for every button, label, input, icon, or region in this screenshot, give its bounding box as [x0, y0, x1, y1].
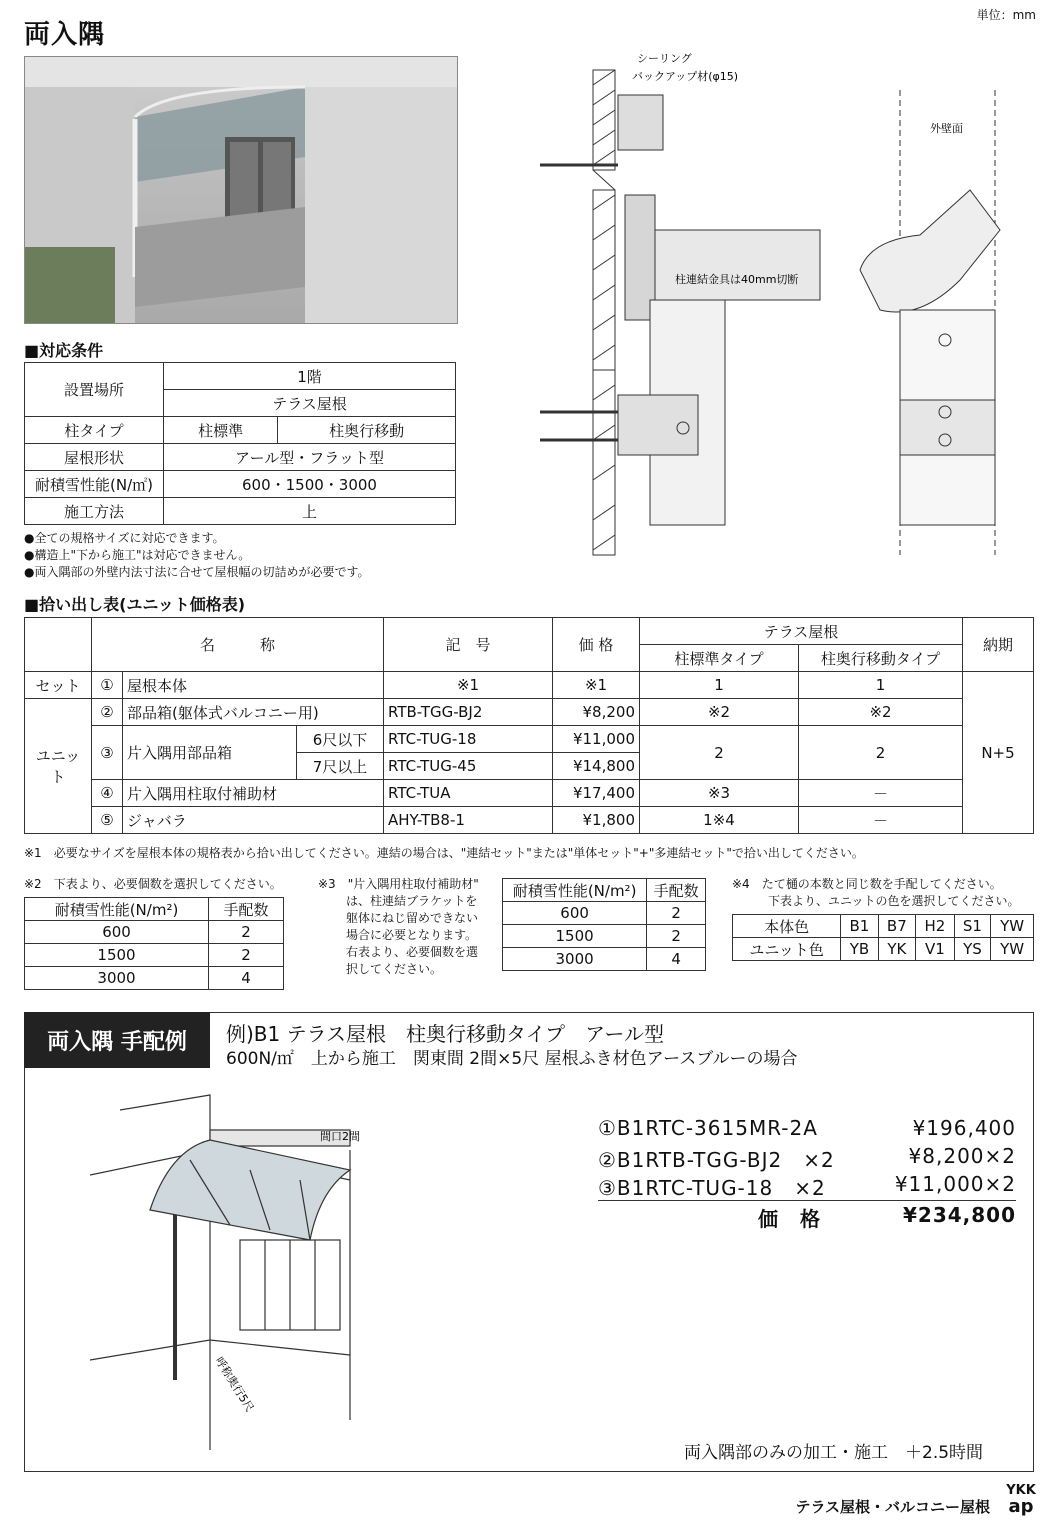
cell: 3000 [503, 948, 647, 971]
cell: 3000 [25, 967, 209, 990]
cell: B7 [878, 915, 915, 938]
example-line1: 例)B1 テラス屋根 柱奥行移動タイプ アール型 [226, 1022, 665, 1046]
cell: 7尺以上 [297, 753, 384, 780]
cell: 耐積雪性能(N/㎡) [25, 471, 164, 498]
item-price: ¥196,400 [912, 1116, 1016, 1140]
cell: 600・1500・3000 [164, 471, 456, 498]
cell: RTC-TUA [384, 780, 553, 807]
item-price: ¥8,200×2 [908, 1144, 1016, 1168]
note-line: ※3 "片入隅用柱取付補助材" [318, 877, 479, 891]
cell: 1階 [164, 363, 456, 390]
cell: 1 [640, 672, 799, 699]
price-table [24, 617, 1034, 834]
cell: ※2 [640, 699, 799, 726]
cell: テラス屋根 [640, 618, 963, 645]
cell: 名 称 [92, 618, 384, 672]
cell: 柱標準 [164, 417, 278, 444]
cell: ※2 [799, 699, 963, 726]
conditions-notes [24, 530, 370, 581]
example-line2: 600N/㎡ 上から施工 関東間 2間×5尺 屋根ふき材色アースブルーの場合 [226, 1049, 798, 1069]
cell: 上 [164, 498, 456, 525]
note2-text: ※2 下表より、必要個数を選択してください。 [24, 877, 282, 891]
note-line: ●両入隅部の外壁内法寸法に合せて屋根幅の切詰めが必要です。 [24, 565, 370, 579]
item-code: ②B1RTB-TGG-BJ2 ×2 [598, 1148, 835, 1172]
cell: YB [841, 938, 878, 961]
detail-diagram [500, 40, 1040, 570]
note-line: 択してください。 [346, 962, 443, 976]
cell: 600 [25, 921, 209, 944]
cell: 納期 [963, 618, 1034, 672]
note4-text [732, 876, 1020, 910]
total-price: ¥234,800 [902, 1203, 1016, 1227]
cell: ジャバラ [123, 807, 384, 834]
note-line: は、柱連結ブラケットを [346, 894, 478, 908]
cell: 片入隅用柱取付補助材 [123, 780, 384, 807]
cell: YW [991, 915, 1034, 938]
cell: 4 [209, 967, 284, 990]
cell: 1500 [25, 944, 209, 967]
cell: 4 [647, 948, 706, 971]
cell: ¥17,400 [553, 780, 640, 807]
footer-text: テラス屋根・バルコニー屋根 [795, 1498, 990, 1516]
example-item [598, 1144, 1016, 1172]
logo-line2: ap [1008, 1496, 1034, 1517]
cell: N+5 [963, 672, 1034, 834]
cell: H2 [916, 915, 955, 938]
note2-table [24, 897, 284, 990]
cell: ③ [92, 726, 123, 780]
cell: ⑤ [92, 807, 123, 834]
cell: AHY-TB8-1 [384, 807, 553, 834]
cell: 価 格 [553, 618, 640, 672]
logo-line1: YKK [1006, 1483, 1036, 1498]
price-note-1: ※1 必要なサイズを屋根本体の規格表から拾い出してください。連結の場合は、"連結セット"または"単体セット"+"多連結セット"で拾い出してください。 [24, 846, 864, 860]
cell: 手配数 [647, 879, 706, 902]
cell: 柱標準タイプ [640, 645, 799, 672]
cell: ※3 [640, 780, 799, 807]
cell: 2 [209, 921, 284, 944]
cell: ④ [92, 780, 123, 807]
cell: 施工方法 [25, 498, 164, 525]
cell: ¥1,800 [553, 807, 640, 834]
note-line: 下表より、ユニットの色を選択してください。 [768, 894, 1020, 908]
label-depth: 呼称奥行5尺 [212, 1354, 257, 1415]
cell: － [799, 807, 963, 834]
cell: ② [92, 699, 123, 726]
cell: 柱奥行移動タイプ [799, 645, 963, 672]
cell: 6尺以下 [297, 726, 384, 753]
note-line: 躯体にねじ留めできない [346, 911, 479, 925]
cell: テラス屋根 [164, 390, 456, 417]
cell: 600 [503, 902, 647, 925]
item-price: ¥11,000×2 [894, 1172, 1016, 1196]
note-line: ※4 たて樋の本数と同じ数を手配してください。 [732, 877, 1002, 891]
cell: 2 [640, 726, 799, 780]
cell: 柱奥行移動 [278, 417, 456, 444]
cell: セット [25, 672, 92, 699]
cell: ¥14,800 [553, 753, 640, 780]
photo-illustration [25, 57, 457, 323]
cell: B1 [841, 915, 878, 938]
example-illustration [90, 1090, 550, 1460]
cell: 柱タイプ [25, 417, 164, 444]
note-line: ●構造上"下から施工"は対応できません。 [24, 548, 251, 562]
price-table-heading: ■拾い出し表(ユニット価格表) [24, 595, 246, 614]
cell: ¥8,200 [553, 699, 640, 726]
cell: YW [991, 938, 1034, 961]
label-sealing: シーリング [637, 52, 692, 65]
cell: ※1 [384, 672, 553, 699]
cell: S1 [954, 915, 990, 938]
example-heading: 両入隅 手配例 [24, 1012, 210, 1068]
cell: ユニット [25, 699, 92, 834]
note3-text [318, 876, 500, 978]
conditions-heading: ■対応条件 [24, 341, 104, 360]
cell: アール型・フラット型 [164, 444, 456, 471]
cell: 2 [799, 726, 963, 780]
label-width: 間口2間 [320, 1130, 360, 1143]
label-cut-note: 柱連結金具は40mm切断 [675, 273, 799, 286]
example-items [598, 1116, 1016, 1233]
label-wall-face: 外壁面 [930, 122, 963, 135]
note-line: 場合に必要となります。 [346, 928, 478, 942]
cell: ① [92, 672, 123, 699]
total-label: 価 格 [758, 1207, 821, 1231]
cell: 耐積雪性能(N/m²) [503, 879, 647, 902]
cell: 手配数 [209, 898, 284, 921]
cell: YS [954, 938, 990, 961]
example-item [598, 1116, 1016, 1144]
cell: 1 [799, 672, 963, 699]
installation-photo [24, 56, 458, 324]
cell: V1 [916, 938, 955, 961]
cell: 2 [647, 902, 706, 925]
cell: 2 [647, 925, 706, 948]
cell: 1※4 [640, 807, 799, 834]
cell: 設置場所 [25, 363, 164, 417]
cell: RTB-TGG-BJ2 [384, 699, 553, 726]
item-code: ①B1RTC-3615MR-2A [598, 1116, 818, 1140]
note-line: ●全ての規格サイズに対応できます。 [24, 531, 225, 545]
cell: RTC-TUG-18 [384, 726, 553, 753]
note4-table [732, 914, 1034, 961]
unit-label: 単位：mm [976, 8, 1036, 22]
cell: 屋根形状 [25, 444, 164, 471]
cell: ユニット色 [733, 938, 841, 961]
cell [25, 618, 92, 672]
logo [1004, 1484, 1038, 1520]
extra-work: 両入隅部のみの加工・施工 ＋2.5時間 [684, 1443, 984, 1463]
example-total [598, 1203, 1016, 1233]
example-item [598, 1172, 1016, 1201]
cell: RTC-TUG-45 [384, 753, 553, 780]
page-title: 両入隅 [24, 20, 106, 50]
cell: 1500 [503, 925, 647, 948]
item-code: ③B1RTC-TUG-18 ×2 [598, 1176, 826, 1200]
cell: 屋根本体 [123, 672, 384, 699]
cell: 記 号 [384, 618, 553, 672]
label-backup: バックアップ材(φ15) [632, 70, 739, 83]
cell: 耐積雪性能(N/m²) [25, 898, 209, 921]
cell: 2 [209, 944, 284, 967]
cell: 本体色 [733, 915, 841, 938]
cell: 片入隅用部品箱 [123, 726, 297, 780]
cell: 部品箱(躯体式バルコニー用) [123, 699, 384, 726]
conditions-table [24, 362, 456, 525]
cell: ※1 [553, 672, 640, 699]
note3-table [502, 878, 706, 971]
cell: YK [878, 938, 915, 961]
note-line: 右表より、必要個数を選 [346, 945, 479, 959]
cell: － [799, 780, 963, 807]
cell: ¥11,000 [553, 726, 640, 753]
